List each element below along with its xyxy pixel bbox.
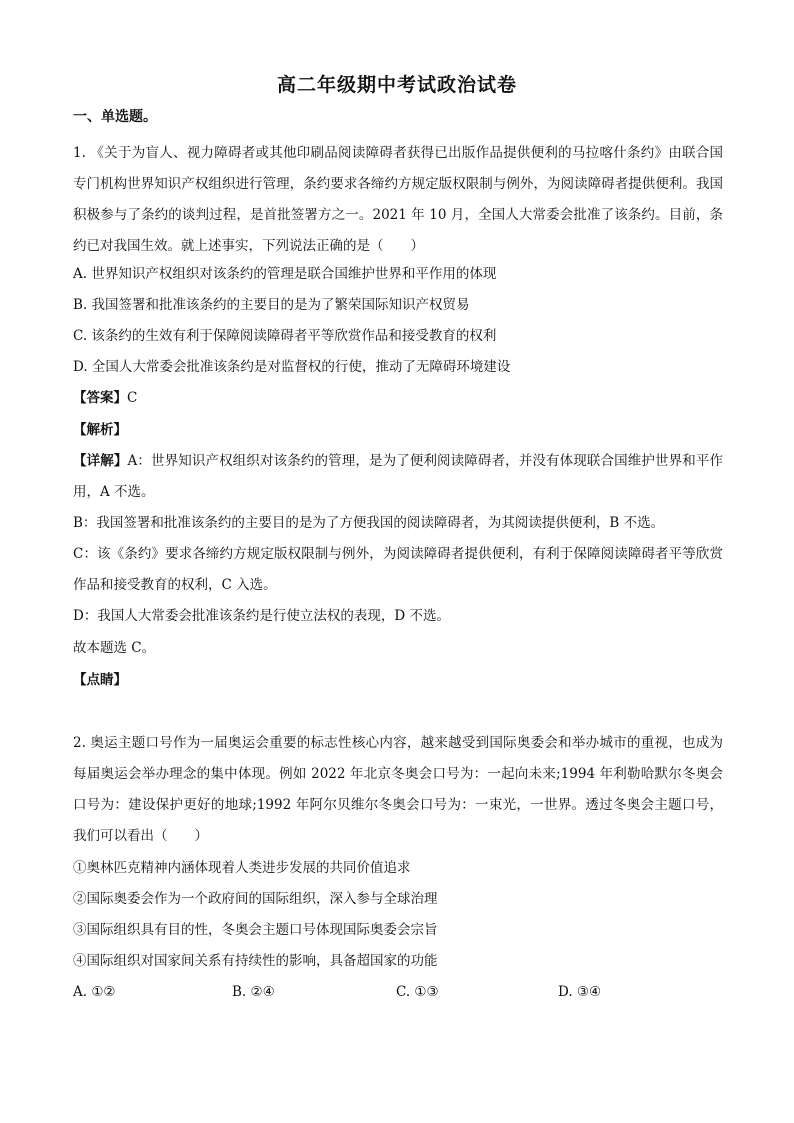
answer-value: C <box>127 390 138 406</box>
question-2-statement-1: ①奥林匹克精神内涵体现着人类进步发展的共同价值追求 <box>73 860 411 876</box>
conclusion: 故本题选 C。 <box>73 640 156 656</box>
question-1-option-b: B. 我国签署和批准该条约的主要目的是为了繁荣国际知识产权贸易 <box>73 297 470 313</box>
question-2-choice-a: A. ①② <box>73 984 116 1000</box>
detail-tag: 【详解】 <box>73 453 128 469</box>
detail-a <box>73 446 723 508</box>
question-1-option-c: C. 该条约的生效有利于保障阅读障碍者平等欣赏作品和接受教育的权利 <box>73 328 497 344</box>
answer-tag: 【答案】 <box>73 390 127 406</box>
detail-b: B：我国签署和批准该条约的主要目的是为了方便我国的阅读障碍者，为其阅读提供便利，B 不选。 <box>73 515 665 531</box>
question-1-stem: 1. 《关于为盲人、视力障碍者或其他印刷品阅读障碍者获得已出版作品提供便利的马拉喀什条约》由联合国专门机构世界知识产权组织进行管理，条约要求各缔约方规定版权限制与例外，为阅读障碍者提供便利。我国积极参与了条约的谈判过程，是首批签署方之一。2021 年 10 月，全国人大常委会批准了该条约。目前，条约已对我国生效。就上述事实，下列说法正确的是（ ） <box>73 145 723 254</box>
question-2-choice-b: B. ②④ <box>232 984 275 1000</box>
question-2-choice-d: D. ③④ <box>558 984 602 1000</box>
answer-line <box>73 388 137 408</box>
question-2-choice-c: C. ①③ <box>396 984 439 1000</box>
question-2-statement-3: ③国际组织具有目的性，冬奥会主题口号体现国际奥委会宗旨 <box>73 922 438 938</box>
page-title: 高二年级期中考试政治试卷 <box>276 74 517 96</box>
detail-a-text: A：世界知识产权组织对该条约的管理，是为了便利阅读障碍者，并没有体现联合国维护世界和平作用，A 不选。 <box>73 453 724 500</box>
analysis-tag: 【解析】 <box>73 422 127 438</box>
question-1-option-a: A. 世界知识产权组织对该条约的管理是联合国维护世界和平作用的体现 <box>73 266 497 282</box>
question-2-statement-2: ②国际奥委会作为一个政府间的国际组织，深入参与全球治理 <box>73 891 438 907</box>
comment-line <box>73 670 127 690</box>
section-heading: 一、单选题。 <box>73 109 157 125</box>
comment-tag: 【点睛】 <box>73 672 127 688</box>
question-2-stem: 2. 奥运主题口号作为一届奥运会重要的标志性核心内容，越来越受到国际奥委会和举办城市的重视，也成为每届奥运会举办理念的集中体现。例如 2022 年北京冬奥会口号为：一起向未来;1994 年利勒哈默尔冬奥会口号为：建设保护更好的地球;1992 年阿尔贝维尔冬奥会口号为：一束光，一世界。透过冬奥会主题口号，我们可以看出（ ） <box>73 735 723 844</box>
detail-c: C：该《条约》要求各缔约方规定版权限制与例外，为阅读障碍者提供便利，有利于保障阅读障碍者平等欣赏作品和接受教育的权利，C 入选。 <box>73 546 723 593</box>
analysis-line <box>73 420 127 440</box>
question-2-statement-4: ④国际组织对国家间关系有持续性的影响，具备超国家的功能 <box>73 953 438 969</box>
detail-d: D：我国人大常委会批准该条约是行使立法权的表现，D 不选。 <box>73 608 450 624</box>
question-1-option-d: D. 全国人大常委会批准该条约是对监督权的行使，推动了无障碍环境建设 <box>73 359 511 375</box>
